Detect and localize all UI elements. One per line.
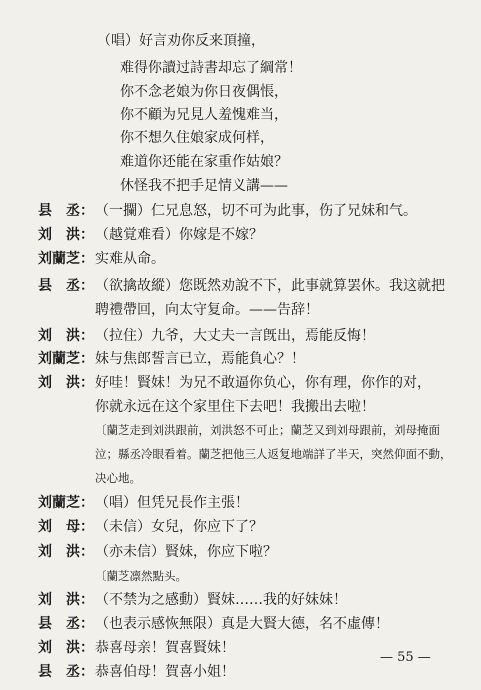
dialogue-line: 你不顧为兄見人羞愧难当，: [120, 107, 288, 123]
dialogue-line: 难得你讀过詩書却忘了綱常！: [120, 60, 302, 76]
dialogue-line: 你不想久住娘家成何样，: [120, 130, 274, 146]
dialogue-line: （一攔）仁兄息怒，切不可为此事，伤了兄妹和气。: [95, 203, 417, 219]
speaker-name: 县 丞：: [38, 664, 94, 680]
dialogue-line: （亦未信）賢妹，你应下啦？: [95, 544, 277, 560]
speaker-name: 刘 洪：: [38, 227, 94, 243]
speaker-name: 县 丞：: [38, 278, 94, 294]
dialogue-line: 难道你还能在家重作姑娘？: [120, 154, 288, 170]
dialogue-line: 妹与焦郎誓言已立，焉能負心？！: [95, 351, 305, 367]
dialogue-line: 聘禮帶回，向太守复命。——告辞！: [95, 302, 319, 318]
speaker-name: 刘 洪：: [38, 375, 94, 391]
dialogue-line: 实难从命。: [95, 251, 165, 267]
dialogue-line: （越覚难看）你嫁是不嫁？: [95, 227, 263, 243]
speaker-name: 刘 洪：: [38, 592, 94, 608]
speaker-name: 刘蘭芝：: [38, 351, 94, 367]
dialogue-line: 恭喜伯母！賀喜小姐！: [95, 664, 235, 680]
dialogue-line: （不禁为之感動）賢妹……我的好妹妹！: [95, 592, 347, 608]
speaker-name: 县 丞：: [38, 203, 94, 219]
dialogue-line: （未信）女兒，你应下了？: [95, 519, 263, 535]
speaker-name: 刘蘭芝：: [38, 251, 94, 267]
stage-direction: 〔蘭芝走到刘洪跟前，刘洪怒不可止；蘭芝又到刘母跟前，刘母掩面: [95, 423, 440, 437]
dialogue-line: 好哇！賢妹！为兄不敢逼你负心，你有理，你作的对，: [95, 375, 431, 391]
dialogue-line: （唱）但凭兄長作主張！: [95, 495, 249, 511]
dialogue-line: （也表示感恢無限）真是大賢大德，名不虛傳！: [95, 616, 389, 632]
stage-direction: 泣；縣丞冷眼看着。蘭芝把他三人返复地端詳了半天，突然仰面不動，: [95, 447, 452, 461]
speaker-name: 刘 洪：: [38, 544, 94, 560]
speaker-name: 刘 洪：: [38, 328, 94, 344]
dialogue-line: （拉住）九爷，大丈夫一言旣出，焉能反悔！: [95, 328, 375, 344]
speaker-name: 刘蘭芝：: [38, 495, 94, 511]
stage-direction: 决心地。: [95, 471, 141, 485]
dialogue-line: 恭喜母亲！賀喜賢妹！: [95, 640, 235, 656]
speaker-name: 刘 母：: [38, 519, 94, 535]
speaker-name: 刘 洪：: [38, 640, 94, 656]
dialogue-line: 你就永远在这个家里住下去吧！我搬出去啦！: [95, 399, 375, 415]
dialogue-line: 你不念老娘为你日夜偶悵，: [120, 84, 288, 100]
dialogue-line: （唱）好言劝你反来頂撞，: [97, 33, 265, 49]
stage-direction: 〔蘭芝凛然點头。: [95, 569, 187, 583]
dialogue-line: （欲擒故縱）您既然劝說不下，此事就算罢休。我这就把: [95, 278, 445, 294]
dialogue-line: 休怪我不把手足情义講——: [120, 178, 288, 194]
speaker-name: 县 丞：: [38, 616, 94, 632]
page-number: — 55 —: [380, 650, 431, 665]
